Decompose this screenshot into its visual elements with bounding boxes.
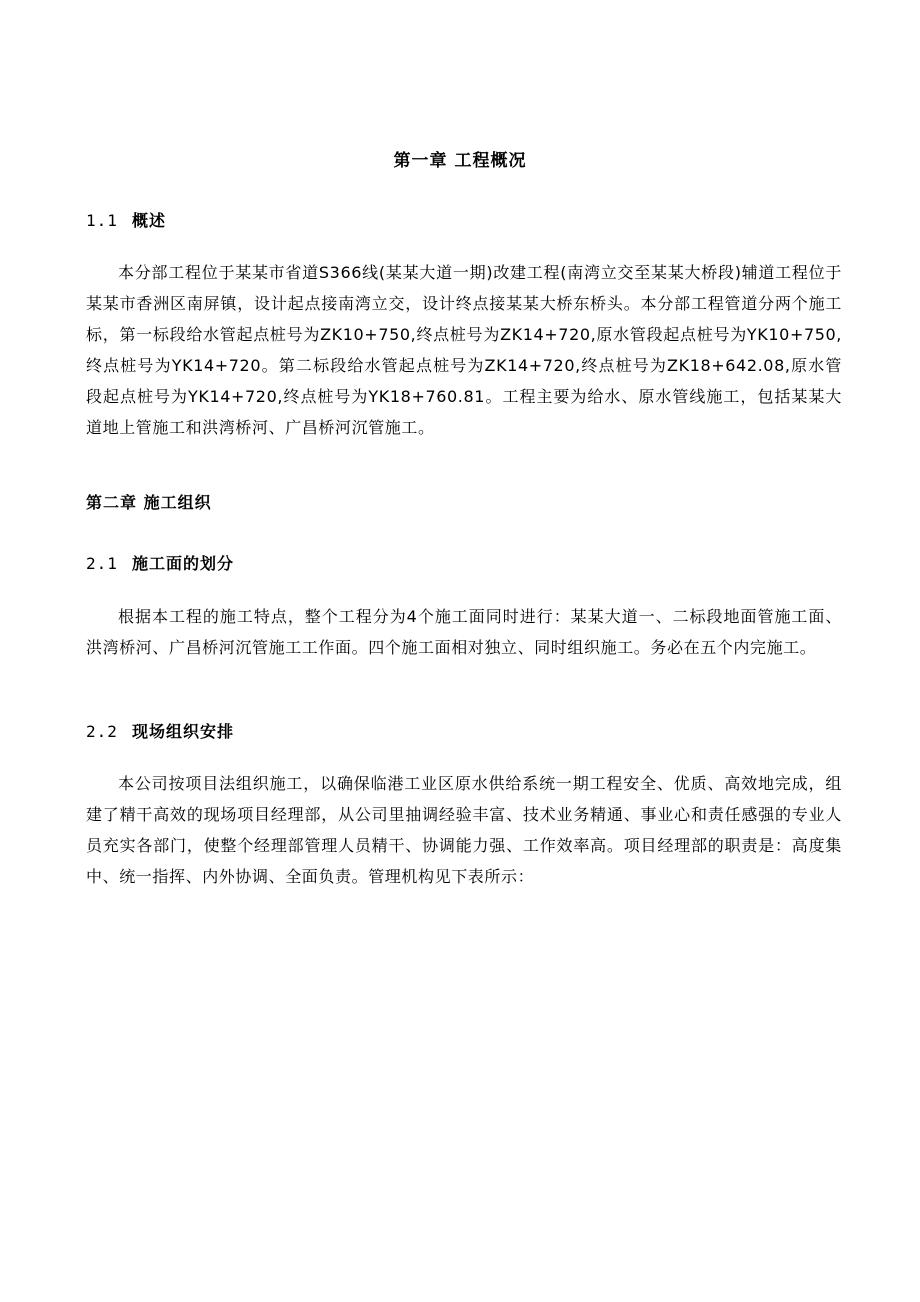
- section-2-1-heading: [86, 551, 234, 574]
- section-title: 概述: [132, 211, 167, 230]
- paragraph-overview: 本分部工程位于某某市省道S366线(某某大道一期)改建工程(南湾立交至某某大桥段)辅道工程位于某某市香洲区南屏镇，设计起点接南湾立交，设计终点接某某大桥东桥头。本分部工程管道分两个施工标，第一标段给水管起点桩号为ZK10+750,终点桩号为ZK14+720,原水管段起点桩号为YK10+750,终点桩号为YK14+720。第二标段给水管起点桩号为ZK14+720,终点桩号为ZK18+642.08,原水管段起点桩号为YK14+720,终点桩号为YK18+760.81。工程主要为给水、原水管线施工，包括某某大道地上管施工和洪湾桥河、广昌桥河沉管施工。: [86, 263, 842, 437]
- section-number: 2.2: [86, 722, 118, 741]
- chapter-1-title: 第一章 工程概况: [393, 151, 527, 171]
- paragraph-work-division: 根据本工程的施工特点，整个工程分为4个施工面同时进行：某某大道一、二标段地面管施工面、洪湾桥河、广昌桥河沉管施工工作面。四个施工面相对独立、同时组织施工。务必在五个内完施工。: [86, 607, 842, 657]
- section-1-1-heading: [86, 208, 166, 231]
- section-title: 现场组织安排: [132, 722, 235, 741]
- chapter-2-title: 第二章 施工组织: [86, 493, 212, 512]
- section-title: 施工面的划分: [132, 554, 235, 573]
- section-number: 1.1: [86, 211, 118, 230]
- section-2-2-heading: [86, 719, 234, 742]
- paragraph-site-organization: 本公司按项目法组织施工，以确保临港工业区原水供给系统一期工程安全、优质、高效地完成，组建了精干高效的现场项目经理部，从公司里抽调经验丰富、技术业务精通、事业心和责任感强的专业人员充实各部门，使整个经理部管理人员精干、协调能力强、工作效率高。项目经理部的职责是：高度集中、统一指挥、内外协调、全面负责。管理机构见下表所示：: [86, 774, 842, 886]
- section-number: 2.1: [86, 554, 118, 573]
